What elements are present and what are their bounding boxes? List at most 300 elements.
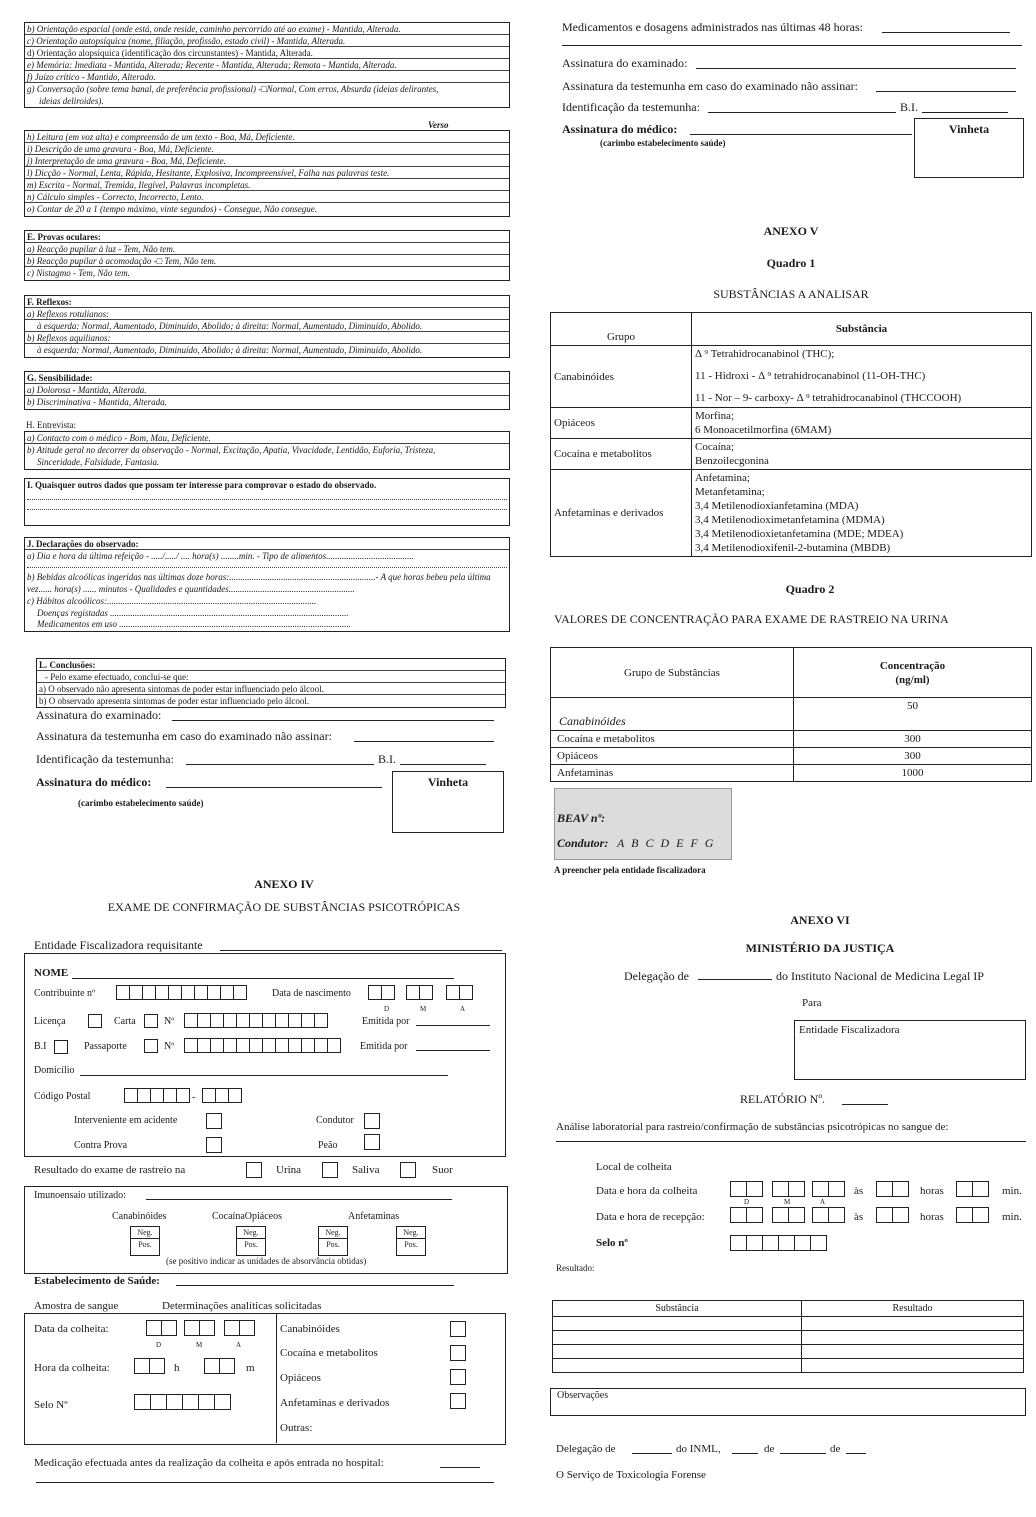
dma-label: D <box>744 1198 750 1206</box>
dma-label: A <box>460 1005 466 1013</box>
ocular-row: a) Reacção pupilar à luz - Tem, Não tem. <box>25 243 509 255</box>
dma-label: D <box>384 1005 390 1013</box>
col-group-text: Grupo de Substâncias <box>624 666 720 679</box>
witness-id-label: Identificação da testemunha: <box>36 752 174 766</box>
nome-label: NOME <box>34 967 69 979</box>
examined-signature-label: Assinatura do examinado: <box>562 56 688 70</box>
exam-row: f) Juízo crítico - Mantido, Alterado. <box>25 71 509 83</box>
substance-cell <box>692 346 1032 408</box>
negpos-box[interactable] <box>318 1226 348 1256</box>
dma-label: M <box>196 1341 203 1349</box>
interveniente-checkbox[interactable] <box>206 1113 222 1129</box>
document-number-cells[interactable] <box>184 1038 340 1053</box>
seal-number-cells[interactable] <box>134 1394 230 1410</box>
substance-cell[interactable] <box>553 1317 802 1331</box>
reception-date-year[interactable] <box>812 1207 844 1223</box>
result-cell[interactable] <box>802 1359 1024 1373</box>
declaration-row: Doenças registadas .......................................................................................................... <box>37 608 349 618</box>
neg-label: Neg. <box>237 1227 265 1239</box>
substance-cell[interactable] <box>553 1359 802 1373</box>
interview-row: Sinceridade, Falsidade, Fantasia. <box>37 457 160 467</box>
section-title: L. Conclusões: <box>37 659 505 671</box>
substance-item: 11 - Nor – 9- carboxy- Δ ⁹ tetrahidrocanabinol (THCCOOH) <box>695 392 962 404</box>
birthdate-month[interactable] <box>406 985 432 1000</box>
meds-label: Medicamentos e dosagens administrados nas últimas 48 horas: <box>562 20 863 34</box>
sensitivity-row: b) Discriminativa - Mantida, Alterada. <box>27 397 167 407</box>
suor-label: Suor <box>432 1164 453 1176</box>
result-cell[interactable] <box>802 1345 1024 1359</box>
neg-label: Neg. <box>131 1227 159 1239</box>
group-text: Opiáceos <box>557 750 598 762</box>
witness-id-line[interactable] <box>708 112 896 113</box>
reflex-row: à esquerda: Normal, Aumentado, Diminuído, Abolido; à direita: Normal, Aumentado, Diminuído, Abolido. <box>37 345 423 355</box>
number-label: Nº <box>164 1016 175 1027</box>
pos-label: Pos. <box>244 1240 258 1249</box>
emitida-label: Emitida por <box>362 1016 410 1027</box>
exam-row: b) Orientação espacial (onde está, onde reside, caminho percorrido até ao exame) - Mantida, Alterada. <box>25 23 509 35</box>
reception-hour[interactable] <box>876 1207 908 1223</box>
stamp-label: (carimbo estabelecimento saúde) <box>600 138 726 148</box>
other-data-block <box>24 478 510 526</box>
bi-line[interactable] <box>400 764 486 765</box>
annex4-title: ANEXO IV <box>254 877 314 891</box>
bi-line[interactable] <box>922 112 1008 113</box>
reflex-row: a) Reflexos rotulianos: <box>25 308 509 320</box>
col-group-text: Grupo <box>606 331 636 343</box>
saliva-label: Saliva <box>352 1164 380 1176</box>
col-result-text: Resultado <box>892 1303 933 1314</box>
conclusion-row: a) O observado não apresenta sintomas de poder estar influenciado pelo álcool. <box>37 683 505 695</box>
reading-row: i) Descrição de uma gravura - Boa, Má, Deficiente. <box>25 143 509 155</box>
collection-date-month[interactable] <box>772 1181 804 1197</box>
collection-minute[interactable] <box>956 1181 988 1197</box>
annex5-title: ANEXO V <box>763 224 819 238</box>
birthdate-label: Data de nascimento <box>272 988 351 999</box>
reflex-row: à esquerda: Normal, Aumentado, Diminuído, Abolido; à direita: Normal, Aumentado, Diminuído, Abolido. <box>25 320 509 332</box>
substance-item: Metanfetamina; <box>695 486 765 498</box>
group-cell <box>551 765 794 782</box>
collection-hour[interactable] <box>876 1181 908 1197</box>
analytical-determinations-label: Determinações analíticas solicitadas <box>162 1300 322 1312</box>
conclusions-block <box>36 658 506 708</box>
observations-label: Observações <box>557 1390 609 1401</box>
carta-checkbox[interactable] <box>144 1014 158 1028</box>
collection-minute[interactable] <box>204 1358 234 1374</box>
exam-row: g) Conversação (sobre tema banal, de preferência profissional) -□Normal, Com erros, Absurda (ideias delirantes, <box>27 84 439 94</box>
verso-label: Verso <box>428 120 449 130</box>
domicilio-label: Domicílio <box>34 1065 75 1076</box>
footer-de: de <box>830 1443 841 1455</box>
resultado-label: Resultado: <box>556 1263 595 1273</box>
horas-label: horas <box>920 1185 944 1197</box>
witness-id-line[interactable] <box>186 764 374 765</box>
witness-id-label: Identificação da testemunha: <box>562 100 700 114</box>
det-anfetaminas: Anfetaminas e derivados <box>280 1397 390 1409</box>
substance-cell <box>692 470 1032 557</box>
det-opiaceos-checkbox[interactable] <box>450 1369 466 1385</box>
analysis-line[interactable] <box>556 1141 1026 1142</box>
hour-unit: h <box>174 1362 180 1374</box>
det-anfetaminas-checkbox[interactable] <box>450 1393 466 1409</box>
declaration-row: c) Hábitos alcoólicos:............................................................................................. <box>27 596 317 606</box>
quadro1-subtitle: SUBSTÂNCIAS A ANALISAR <box>713 287 869 301</box>
group-cell <box>551 748 794 765</box>
reading-block <box>24 130 510 217</box>
carta-label: Carta <box>114 1016 136 1027</box>
neg-label: Neg. <box>397 1227 425 1239</box>
quadro1-title: Quadro 1 <box>766 256 816 270</box>
footer-delegacao-line[interactable] <box>632 1453 672 1454</box>
postal-code-cells[interactable] <box>124 1088 189 1103</box>
reading-row: n) Cálculo simples - Correcto, Incorrecto, Lento. <box>25 191 509 203</box>
exam-row: d) Orientação alopsíquica (identificação dos circunstantes) - Mantida, Alterada. <box>25 47 509 59</box>
vinheta-box[interactable] <box>914 118 1024 178</box>
collection-hour[interactable] <box>134 1358 164 1374</box>
preencher-note: A preencher pela entidade fiscalizadora <box>554 865 706 875</box>
det-canabinoides-checkbox[interactable] <box>450 1321 466 1337</box>
group-cell <box>551 470 692 557</box>
substance-item: 3,4 Metilenodioxifenil-2-butamina (MBDB) <box>695 542 891 554</box>
local-colheita-label: Local de colheita <box>596 1161 672 1173</box>
peao-label: Peão <box>318 1140 338 1151</box>
passaporte-checkbox[interactable] <box>144 1039 158 1053</box>
value-text: 1000 <box>901 767 924 779</box>
col-group-header <box>551 313 692 346</box>
declaration-row: a) Dia e hora da última refeição - ...../...../ .... hora(s) ........min. - Tipo de alimentos....................................... <box>27 551 414 561</box>
beav-box[interactable] <box>554 788 732 860</box>
minute-unit: m <box>246 1362 255 1374</box>
entity-line[interactable] <box>220 950 502 951</box>
table-row <box>551 470 1032 557</box>
declaration-row: b) Bebidas alcoólicas ingeridas nas últimas doze horas:.................................................................- A que horas bebeu pela última <box>27 572 491 582</box>
reflexes-block <box>24 295 510 358</box>
contra-prova-label: Contra Prova <box>74 1140 128 1151</box>
examined-signature-label: Assinatura do examinado: <box>36 708 162 722</box>
licenca-label: Licença <box>34 1016 66 1027</box>
doctor-signature-label: Assinatura do médico: <box>36 775 152 789</box>
table-row <box>551 439 1032 470</box>
group-cell <box>551 439 692 470</box>
dma-label: D <box>156 1341 162 1349</box>
vinheta-box[interactable] <box>392 771 504 833</box>
doctor-signature-line[interactable] <box>166 787 382 788</box>
birthdate-year[interactable] <box>446 985 472 1000</box>
passaporte-label: Passaporte <box>84 1041 127 1052</box>
substance-item: 6 Monoacetilmorfina (6MAM) <box>695 424 832 436</box>
reading-row: j) Interpretação de uma gravura - Boa, Má, Deficiente. <box>25 155 509 167</box>
annex4-subtitle: EXAME DE CONFIRMAÇÃO DE SUBSTÂNCIAS PSICOTRÓPICAS <box>107 900 461 914</box>
det-canabinoides: Canabinóides <box>280 1323 340 1335</box>
section-title: F. Reflexos: <box>25 296 509 308</box>
conclusion-row: - Pelo exame efectuado, conclui-se que: <box>37 671 505 683</box>
section-title: H. Entrevista: <box>26 420 76 430</box>
negpos-box[interactable] <box>130 1226 160 1256</box>
report-number-line[interactable] <box>842 1104 888 1105</box>
results-table <box>552 1300 1024 1373</box>
substance-item: Cocaína; <box>695 441 735 453</box>
reading-row: m) Escrita - Normal, Tremida, Ilegível, Palavras incompletas. <box>25 179 509 191</box>
collection-time-label: Hora da colheita: <box>34 1362 110 1374</box>
interveniente-label: Interveniente em acidente <box>74 1115 178 1126</box>
as-label: às <box>854 1185 864 1197</box>
contribuinte-cells[interactable] <box>116 985 246 1000</box>
licence-number-cells[interactable] <box>184 1013 327 1028</box>
det-outras: Outras: <box>280 1422 313 1434</box>
bi-label: B.I. <box>378 752 396 766</box>
entity-box[interactable] <box>794 1020 1026 1080</box>
footer-month-line[interactable] <box>780 1453 826 1454</box>
footer-inml: do INML, <box>676 1443 721 1455</box>
conclusion-row: b) O observado apresenta sintomas de poder estar influenciado pelo álcool. <box>39 696 310 706</box>
domicilio-line[interactable] <box>80 1075 448 1076</box>
declaration-row: Medicamentos em uso ....................................................................................................... <box>37 619 351 629</box>
substances-table <box>550 312 1032 557</box>
meds-line[interactable] <box>882 32 1010 33</box>
entity-label: Entidade Fiscalizadora requisitante <box>34 938 203 952</box>
pos-label: Pos. <box>138 1240 152 1249</box>
substance-cell <box>692 439 1032 470</box>
examined-signature-line[interactable] <box>696 68 1016 69</box>
delegacao-label: Delegação de <box>624 969 689 983</box>
birthdate-day[interactable] <box>368 985 394 1000</box>
value-text: 300 <box>904 733 921 745</box>
postal-code-label: Código Postal <box>34 1091 91 1102</box>
ocular-row: b) Reacção pupilar à acomodação -□ Tem, Não tem. <box>25 255 509 267</box>
stamp-label: (carimbo estabelecimento saúde) <box>78 798 204 808</box>
delegacao-line[interactable] <box>698 979 772 980</box>
exam-row: ideias deliroides). <box>39 96 104 106</box>
bi-checkbox[interactable] <box>54 1040 68 1054</box>
selo-label: Selo nº <box>596 1237 629 1249</box>
substance-item: Anfetamina; <box>695 472 750 484</box>
negpos-box[interactable] <box>236 1226 266 1256</box>
vinheta-label: Vinheta <box>948 122 990 136</box>
emitida-line[interactable] <box>416 1025 490 1026</box>
result-cell[interactable] <box>802 1331 1024 1345</box>
collection-date-day[interactable] <box>730 1181 762 1197</box>
reception-date-day[interactable] <box>730 1207 762 1223</box>
collection-date-month[interactable] <box>184 1320 214 1336</box>
group-cell <box>551 731 794 748</box>
table-row[interactable] <box>553 1345 1024 1359</box>
licenca-checkbox[interactable] <box>88 1014 102 1028</box>
delegacao-institute: do Instituto Nacional de Medicina Legal IP <box>776 969 984 983</box>
col-substance-text: Substância <box>655 1303 699 1314</box>
postal-dash: - <box>192 1092 196 1103</box>
peao-checkbox[interactable] <box>364 1134 380 1150</box>
sensitivity-block <box>24 371 510 410</box>
value-cell <box>794 698 1032 731</box>
emitido-label: Emitida por <box>360 1041 408 1052</box>
exam-block <box>24 22 510 108</box>
section-title: I. Quaisquer outros dados que possam ter interesse para comprovar o estado do observado. <box>27 480 377 490</box>
number-label: Nº <box>164 1041 175 1052</box>
det-cocaina: Cocaína e metabolitos <box>280 1347 378 1359</box>
footer-day-line[interactable] <box>732 1453 758 1454</box>
table-row <box>551 408 1032 439</box>
group-text: Canabinóides <box>559 714 626 728</box>
dma-label: M <box>420 1005 427 1013</box>
reception-minute[interactable] <box>956 1207 988 1223</box>
condutor-letters: A B C D E F G <box>617 836 714 850</box>
reception-date-month[interactable] <box>772 1207 804 1223</box>
interview-row: b) Atitude geral no decorrer da observação - Normal, Excitação, Apatia, Vivacidade, Lentidão, Euforia, Tristeza, <box>27 445 436 455</box>
group-text: Anfetaminas e derivados <box>554 507 664 519</box>
contribuinte-label: Contribuinte nº <box>34 988 96 999</box>
blood-sample-divider <box>276 1313 277 1443</box>
doctor-signature-line[interactable] <box>690 134 912 135</box>
witness-signature-label: Assinatura da testemunha em caso do examinado não assinar: <box>36 729 332 743</box>
quadro2-subtitle: VALORES DE CONCENTRAÇÃO PARA EXAME DE RASTREIO NA URINA <box>554 612 949 626</box>
substance-item: 3,4 Metilenodioxietanfetamina (MDE; MDEA) <box>695 528 904 540</box>
reading-row: l) Dicção - Normal, Lenta, Rápida, Hesitante, Explosiva, Incompreensível, Falha nas palavras teste. <box>25 167 509 179</box>
selo-number-cells[interactable] <box>730 1235 826 1251</box>
sensitivity-row: a) Dolorosa - Mantida, Alterada. <box>25 384 509 396</box>
det-cocaina-checkbox[interactable] <box>450 1345 466 1361</box>
medication-line[interactable] <box>440 1467 480 1468</box>
exam-row: c) Orientação autopsíquica (nome, filiação, profissão, estado civil) - Mantida, Alterada. <box>25 35 509 47</box>
health-establishment-label: Estabelecimento de Saúde: <box>34 1275 160 1287</box>
annex6-title: ANEXO VI <box>790 913 850 927</box>
table-row <box>551 748 1032 765</box>
seal-label: Selo Nº <box>34 1399 68 1411</box>
substance-item: Δ ⁹ Tetrahidrocanabinol (THC); <box>695 348 835 360</box>
substance-cell[interactable] <box>553 1345 802 1359</box>
blood-sample-label: Amostra de sangue <box>34 1300 119 1312</box>
footer-service: O Serviço de Toxicologia Forense <box>556 1469 706 1481</box>
screening-result-label: Resultado do exame de rastreio na <box>34 1164 186 1176</box>
para-label: Para <box>802 997 822 1009</box>
substance-item: 3,4 Metilenodioximetanfetamina (MDMA) <box>695 514 885 526</box>
dma-label: A <box>820 1198 826 1206</box>
col-concentration-text: Concentração (ng/ml) <box>879 659 946 686</box>
bi-label: B.I. <box>900 100 918 114</box>
negpos-box[interactable] <box>396 1226 426 1256</box>
value-cell <box>794 731 1032 748</box>
group-cell <box>551 408 692 439</box>
collection-date-day[interactable] <box>146 1320 176 1336</box>
col-substance-header <box>692 313 1032 346</box>
value-cell <box>794 748 1032 765</box>
collection-datetime-label: Data e hora da colheita <box>596 1185 698 1197</box>
substance-cell <box>692 408 1032 439</box>
table-row[interactable] <box>553 1331 1024 1345</box>
table-row <box>551 698 1032 731</box>
section-title: J. Declarações do observado: <box>25 538 509 550</box>
urina-checkbox[interactable] <box>246 1162 262 1178</box>
immunoassay-line[interactable] <box>146 1199 452 1200</box>
witness-signature-line[interactable] <box>354 741 494 742</box>
value-cell <box>794 765 1032 782</box>
beav-label: BEAV nº: <box>557 811 606 825</box>
immunoassay-label: Imunoensaio utilizado: <box>34 1190 126 1201</box>
interview-block <box>24 431 510 470</box>
pos-label: Pos. <box>404 1240 418 1249</box>
group-text: Cocaína e metabolitos <box>557 733 655 745</box>
dma-label: A <box>236 1341 242 1349</box>
condutor-label: Condutor: <box>557 836 609 850</box>
footer-delegacao: Delegação de <box>556 1443 616 1455</box>
min-label: min. <box>1002 1211 1022 1223</box>
exam-row: e) Memória: Imediata - Mantida, Alterada; Recente - Mantida, Alterada; Remota - Mantida, Alterada. <box>25 59 509 71</box>
declaration-row: vez...... hora(s) ...... minutos - Qualidades e quantidades........................................................ <box>27 584 355 594</box>
group-cocaina-opiaceos: CocaínaOpiáceos <box>212 1211 282 1222</box>
report-label: RELATÓRIO Nº. <box>740 1092 826 1106</box>
group-text: Canabinóides <box>554 370 614 383</box>
result-cell[interactable] <box>802 1317 1024 1331</box>
medication-label: Medicação efectuada antes da realização da colheita e após entrada no hospital: <box>34 1457 384 1469</box>
witness-signature-line[interactable] <box>876 91 1016 92</box>
col-result-header <box>802 1301 1024 1317</box>
interview-row: a) Contacto com o médico - Bom, Mau, Deficiente. <box>25 432 509 444</box>
collection-date-year[interactable] <box>224 1320 254 1336</box>
ocular-block <box>24 230 510 281</box>
group-text: Cocaína e metabolitos <box>554 448 652 460</box>
doctor-signature-label: Assinatura do médico: <box>562 122 678 136</box>
table-row[interactable] <box>553 1359 1024 1373</box>
health-establishment-line[interactable] <box>176 1285 454 1286</box>
as-label: às <box>854 1211 864 1223</box>
collection-date-year[interactable] <box>812 1181 844 1197</box>
postal-suffix-cells[interactable] <box>202 1088 241 1103</box>
meds-line-2[interactable] <box>562 45 1022 46</box>
neg-label: Neg. <box>319 1227 347 1239</box>
collection-date-label: Data da colheita: <box>34 1323 109 1335</box>
reading-row: o) Contar de 20 a 1 (tempo máximo, vinte segundos) - Consegue, Não consegue. <box>27 204 317 214</box>
table-row[interactable] <box>553 1317 1024 1331</box>
bi-label: B.I <box>34 1041 47 1052</box>
observations-box[interactable] <box>550 1388 1026 1416</box>
value-text: 50 <box>907 700 918 712</box>
reception-datetime-label: Data e hora de recepção: <box>596 1211 705 1223</box>
reflex-row: b) Reflexos aquilianos: <box>25 332 509 344</box>
suor-checkbox[interactable] <box>400 1162 416 1178</box>
footer-year-line[interactable] <box>846 1453 866 1454</box>
saliva-checkbox[interactable] <box>322 1162 338 1178</box>
group-canabinoides: Canabinóides <box>112 1211 167 1222</box>
pos-label: Pos. <box>326 1240 340 1249</box>
ocular-row: c) Nistagmo - Tem, Não tem. <box>27 268 130 278</box>
section-title: E. Provas oculares: <box>25 231 509 243</box>
substance-item: 11 - Hidroxi - Δ ⁹ tetrahidrocanabinol (11-OH-THC) <box>695 370 926 382</box>
emitido-line[interactable] <box>416 1050 490 1051</box>
section-title: G. Sensibilidade: <box>25 372 509 384</box>
positive-note: (se positivo indicar as unidades de absorvância obtidas) <box>166 1256 367 1266</box>
quadro2-title: Quadro 2 <box>785 582 835 596</box>
substance-cell[interactable] <box>553 1331 802 1345</box>
table-row <box>551 765 1032 782</box>
value-text: 300 <box>904 750 921 762</box>
reading-row: h) Leitura (em voz alta) e compreensão de um texto - Boa, Má, Deficiente. <box>25 131 509 143</box>
col-concentration-header <box>794 648 1032 698</box>
analysis-label: Análise laboratorial para rastreio/confirmação de substâncias psicotrópicas no sangue de: <box>556 1121 949 1133</box>
condutor-label: Condutor <box>316 1115 354 1126</box>
footer-de: de <box>764 1443 775 1455</box>
contra-prova-checkbox[interactable] <box>206 1137 222 1153</box>
horas-label: horas <box>920 1211 944 1223</box>
substance-item: Benzoilecgonina <box>695 455 769 467</box>
examined-signature-line[interactable] <box>172 720 494 721</box>
col-substance-text: Substância <box>835 323 888 335</box>
nome-line[interactable] <box>72 978 454 979</box>
group-anfetaminas: Anfetaminas <box>348 1211 400 1222</box>
col-group-header <box>551 648 794 698</box>
substance-item: Morfina; <box>695 410 735 422</box>
medication-line-2[interactable] <box>36 1482 494 1483</box>
urina-label: Urina <box>276 1164 302 1176</box>
condutor-checkbox[interactable] <box>364 1113 380 1129</box>
table-row <box>551 346 1032 408</box>
